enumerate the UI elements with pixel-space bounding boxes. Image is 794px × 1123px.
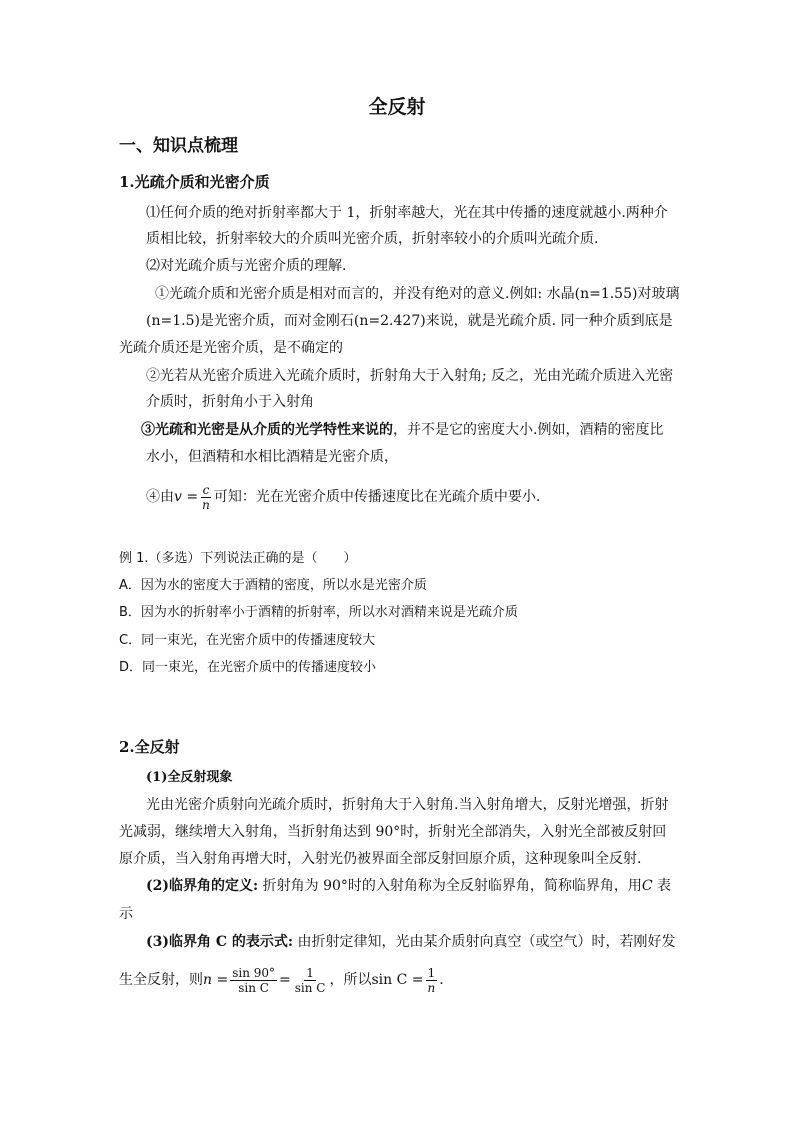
paragraph-line: (n=1.5)是光密介质，而对金刚石(n=2.427)来说，就是光疏介质. 同一种介质到底是 <box>146 313 673 329</box>
paragraph-line <box>146 932 676 952</box>
example-question: 例 1.（多选）下列说法正确的是（ ） <box>119 551 357 566</box>
subsection-heading: (3)临界角 C 的表示式: <box>146 934 294 950</box>
paragraph-line: ⑴任何介质的绝对折射率都大于 1，折射率越大，光在其中传播的速度就越小.两种介 <box>146 205 668 221</box>
text-span: 生全反射，则 <box>119 972 203 988</box>
fraction-denominator: n <box>202 497 210 512</box>
text-span: 可知：光在光密介质中传播速度比在光疏介质中要小. <box>213 489 541 505</box>
paragraph-line: ②光若从光密介质进入光疏介质时，折射角大于入射角; 反之，光由光疏介质进入光密 <box>146 368 674 384</box>
paragraph-line: 介质时，折射角小于入射角 <box>146 394 314 410</box>
formula-line <box>146 482 540 512</box>
text-span: ④由 <box>146 489 174 505</box>
fraction-denominator: sin C <box>238 980 269 995</box>
formula-n: n = <box>203 972 229 988</box>
fraction-numerator: c <box>202 482 210 497</box>
text-span: 由折射定律知，光由某介质射向真空（或空气）时，若刚好发 <box>293 934 676 950</box>
paragraph-line: 质相比较，折射率较大的介质叫光密介质，折射率较小的介质叫光疏介质. <box>146 231 599 247</box>
paragraph-line: ①光疏介质和光密介质是相对而言的，并没有绝对的意义.例如: 水晶(n=1.55)对玻璃 <box>155 286 680 302</box>
bold-phrase: ③光疏和光密是从介质的光学特性来说的 <box>141 422 393 438</box>
equals-sign: = <box>279 972 291 988</box>
variable-c: C <box>641 878 653 894</box>
fraction <box>200 483 212 512</box>
paragraph-line: ⑵对光疏介质与光密介质的理解. <box>146 258 347 274</box>
paragraph-line: 水小，但酒精和水相比酒精是光密介质， <box>146 449 398 465</box>
fraction-denominator: sin C <box>294 980 326 995</box>
fraction <box>426 966 438 995</box>
fraction-denominator: n <box>427 980 436 995</box>
formula-sinc: sin C = <box>371 972 424 988</box>
example-option: B．因为水的折射率小于酒精的折射率，所以水对酒精来说是光疏介质 <box>119 605 518 620</box>
text-span: . <box>439 972 444 988</box>
text-span: 表 <box>652 878 672 894</box>
paragraph-line: 光疏介质还是光密介质，是不确定的 <box>119 340 343 356</box>
subsection-heading-1: 1.光疏介质和光密介质 <box>119 173 270 191</box>
paragraph-line: 示 <box>119 906 133 922</box>
formula-lhs: v = <box>174 489 199 505</box>
fraction <box>230 966 277 995</box>
fraction-numerator: 1 <box>306 965 314 980</box>
fraction-numerator: sin 90° <box>232 965 276 980</box>
section-heading-1: 一、知识点梳理 <box>119 136 238 156</box>
subsection-heading: (1)全反射现象 <box>146 770 233 785</box>
paragraph-line: 原介质，当入射角再增大时，入射光仍被界面全部反射回原介质，这种现象叫全反射. <box>119 851 642 867</box>
page-title: 全反射 <box>368 96 426 118</box>
formula-line <box>119 964 444 996</box>
paragraph-line <box>146 876 671 896</box>
example-option: D．同一束光，在光密介质中的传播速度较小 <box>119 660 377 675</box>
text-span: ，并不是它的密度大小.例如，酒精的密度比 <box>393 422 664 438</box>
text-span: 折射角为 90°时的入射角称为全反射临界角，简称临界角，用 <box>258 878 642 894</box>
fraction <box>293 966 328 995</box>
fraction-numerator: 1 <box>427 965 436 980</box>
text-span: ，所以 <box>329 972 372 988</box>
paragraph-line: 光由光密介质射向光疏介质时，折射角大于入射角.当入射角增大，反射光增强，折射 <box>146 797 669 813</box>
example-option: C．同一束光，在光密介质中的传播速度较大 <box>119 633 376 648</box>
paragraph-line <box>141 420 663 440</box>
example-option: A．因为水的密度大于酒精的密度，所以水是光密介质 <box>119 578 427 593</box>
subsection-heading: (2)临界角的定义: <box>146 878 259 894</box>
section-heading-2: 2.全反射 <box>119 738 180 756</box>
paragraph-line: 光减弱，继续增大入射角，当折射角达到 90°时，折射光全部消失，入射光全部被反射回 <box>119 824 667 840</box>
